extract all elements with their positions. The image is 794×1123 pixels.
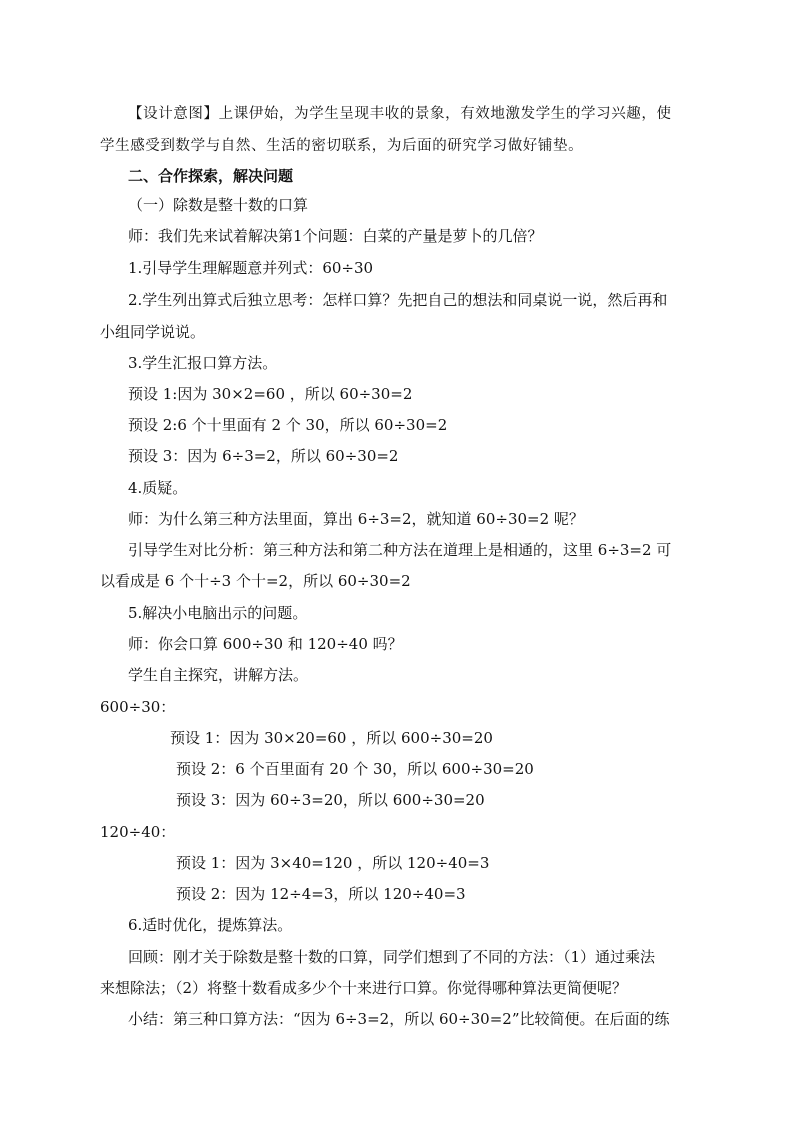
subsection-heading: （一）除数是整十数的口算 (128, 196, 309, 214)
paragraph: 预设 1：因为 30×20=60 ，所以 600÷30=20 (170, 729, 493, 747)
paragraph: 来想除法；（2）将整十数看成多少个十来进行口算。你觉得哪种算法更简便呢？ (100, 979, 628, 997)
paragraph: 预设 2:6 个十里面有 2 个 30，所以 60÷30=2 (128, 416, 448, 434)
paragraph: 3.学生汇报口算方法。 (128, 354, 278, 372)
paragraph: 预设 1:因为 30×2=60 ，所以 60÷30=2 (128, 385, 413, 403)
paragraph: 师：我们先来试着解决第1个问题：白菜的产量是萝卜的几倍？ (128, 227, 543, 245)
paragraph: 5.解决小电脑出示的问题。 (128, 604, 308, 622)
paragraph: 6.适时优化，提炼算法。 (128, 916, 293, 934)
paragraph: 回顾：刚才关于除数是整十数的口算，同学们想到了不同的方法：（1）通过乘法 (128, 948, 656, 966)
paragraph: 预设 1：因为 3×40=120 ，所以 120÷40=3 (176, 854, 490, 872)
design-intent-line-2: 学生感受到数学与自然、生活的密切联系，为后面的研究学习做好铺垫。 (100, 138, 584, 154)
paragraph: 学生自主探究，讲解方法。 (128, 666, 309, 684)
paragraph: 120÷40： (100, 823, 176, 841)
paragraph: 师：为什么第三种方法里面，算出 6÷3=2，就知道 60÷30=2 呢？ (128, 510, 584, 528)
paragraph: 引导学生对比分析：第三种方法和第二种方法在道理上是相通的，这里 6÷3=2 可 (128, 541, 672, 559)
paragraph: 小组同学说说。 (100, 323, 206, 341)
paragraph: 预设 3：因为 6÷3=2，所以 60÷30=2 (128, 447, 399, 465)
paragraph: 小结：第三种口算方法：“因为 6÷3=2，所以 60÷30=2”比较简便。在后面的练 (128, 1010, 670, 1028)
paragraph: 4.质疑。 (128, 479, 188, 497)
paragraph: 预设 3：因为 60÷3=20，所以 600÷30=20 (176, 791, 485, 809)
section-heading: 二、合作探索，解决问题 (128, 167, 294, 185)
paragraph: 2.学生列出算式后独立思考：怎样口算？先把自己的想法和同桌说一说，然后再和 (128, 291, 668, 309)
paragraph: 预设 2：6 个百里面有 20 个 30，所以 600÷30=20 (176, 760, 534, 778)
paragraph: 600÷30： (100, 698, 176, 716)
paragraph: 1.引导学生理解题意并列式：60÷30 (128, 259, 374, 277)
design-intent-line-1: 【设计意图】上课伊始，为学生呈现丰收的景象，有效地激发学生的学习兴趣，使 (128, 106, 672, 122)
paragraph: 预设 2：因为 12÷4=3，所以 120÷40=3 (176, 885, 466, 903)
paragraph: 以看成是 6 个十÷3 个十=2，所以 60÷30=2 (100, 572, 411, 590)
paragraph: 师：你会口算 600÷30 和 120÷40 吗？ (128, 635, 403, 653)
